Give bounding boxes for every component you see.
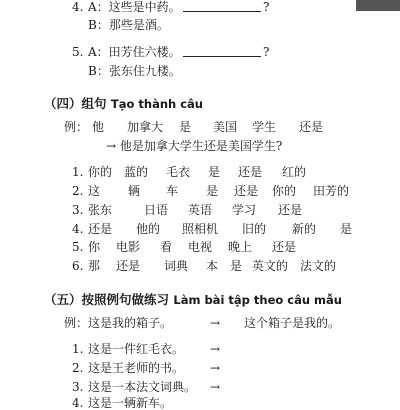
word-card: 你 [88, 240, 101, 254]
example-word: 学生 [252, 120, 277, 134]
word-card: 毛衣 [166, 165, 191, 179]
word-card: 电影 [116, 240, 141, 254]
row-number: 3. [72, 203, 84, 217]
q5-line-a: A：田芳住六楼。 [88, 45, 181, 59]
row-number: 5. [72, 240, 84, 254]
section-4-title-vi: Tạo thành câu [110, 97, 203, 111]
word-card: 红的 [282, 165, 307, 179]
exercise-row-4 [72, 222, 362, 236]
item-arrow: → [210, 380, 221, 394]
item-number: 1. [72, 342, 84, 356]
word-card: 照相机 [182, 222, 219, 236]
example-word: 加拿大 [127, 120, 164, 134]
section-5-title-cn: （五）按照例句做练习 [44, 292, 170, 307]
row-number: 6. [72, 259, 84, 273]
word-card: 辆 [128, 184, 141, 198]
section-5-title-vi: Làm bài tập theo câu mẫu [173, 293, 342, 307]
word-card: 法文的 [300, 259, 337, 273]
section-4-example-answer: → 他是加拿大学生还是美国学生? [106, 139, 283, 153]
exercise-row-1 [72, 165, 362, 179]
word-card: 旧的 [242, 222, 267, 236]
example-arrow: → [210, 316, 221, 330]
word-card: 张东 [88, 203, 113, 217]
word-card: 新的 [292, 222, 317, 236]
example-label: 例： [64, 120, 89, 134]
section-5-example: 例：这是我的箱子。 [64, 316, 173, 330]
item-sentence: 这是一辆新车。 [88, 396, 173, 410]
word-card: 电视 [188, 240, 213, 254]
example-word: 美国 [213, 120, 238, 134]
word-card: 英文的 [252, 259, 289, 273]
word-card: 是 [230, 259, 243, 273]
row-number: 1. [72, 165, 84, 179]
word-card: 晚上 [228, 240, 253, 254]
exercise-row-6 [72, 259, 362, 273]
section-5-heading [44, 290, 342, 308]
section-5-example-answer: 这个箱子是我的。 [244, 316, 341, 330]
word-card: 还是 [278, 203, 303, 217]
word-card: 还是 [272, 240, 297, 254]
word-card: 蓝的 [124, 165, 149, 179]
q5-number: 5. [72, 45, 84, 59]
row-number: 2. [72, 184, 84, 198]
page-tab-marker [356, 0, 400, 11]
q4-line-a: A：这些是中药。 [88, 0, 181, 14]
q5-answer-blank[interactable] [183, 45, 261, 57]
item-arrow: → [210, 342, 221, 356]
word-card: 是 [340, 222, 353, 236]
q4-line-b: B：那些是酒。 [88, 18, 169, 32]
word-card: 日语 [144, 203, 169, 217]
word-card: 这 [88, 184, 101, 198]
section-4-heading [44, 94, 203, 112]
item-arrow: → [210, 361, 221, 375]
item-sentence: 这是王老师的书。 [88, 361, 185, 375]
row-number: 4. [72, 222, 84, 236]
exercise-row-5 [72, 240, 362, 254]
q5-line-b: B：张东住九楼。 [88, 64, 181, 78]
word-card: 那 [88, 259, 101, 273]
word-card: 看 [160, 240, 173, 254]
item-sentence: 这是一本法文词典。 [88, 380, 197, 394]
q4-question-mark: ? [263, 0, 270, 14]
item-sentence: 这是一件红毛衣。 [88, 342, 185, 356]
word-card: 还是 [234, 184, 259, 198]
item-number: 2. [72, 361, 84, 375]
word-card: 学习 [232, 203, 257, 217]
word-card: 词典 [164, 259, 189, 273]
word-card: 还是 [238, 165, 263, 179]
section-4-title-cn: （四）组句 [44, 96, 107, 111]
q4-answer-blank[interactable] [183, 0, 261, 12]
word-card: 是 [208, 165, 221, 179]
example-word: 是 [179, 120, 192, 134]
item-number: 3. [72, 380, 84, 394]
item-number: 4. [72, 396, 84, 410]
example-word: 还是 [299, 120, 324, 134]
example-word: 他 [92, 120, 105, 134]
word-card: 他的 [136, 222, 161, 236]
exercise-row-3 [72, 203, 362, 217]
word-card: 英语 [188, 203, 213, 217]
word-card: 田芳的 [313, 184, 350, 198]
q4-number: 4. [72, 0, 84, 14]
word-card: 还是 [88, 222, 113, 236]
word-card: 还是 [116, 259, 141, 273]
word-card: 车 [166, 184, 179, 198]
word-card: 是 [206, 184, 219, 198]
word-card: 你的 [272, 184, 297, 198]
word-card: 你的 [88, 165, 113, 179]
q5-question-mark: ? [263, 45, 270, 59]
word-card: 本 [206, 259, 219, 273]
exercise-row-2 [72, 184, 362, 198]
